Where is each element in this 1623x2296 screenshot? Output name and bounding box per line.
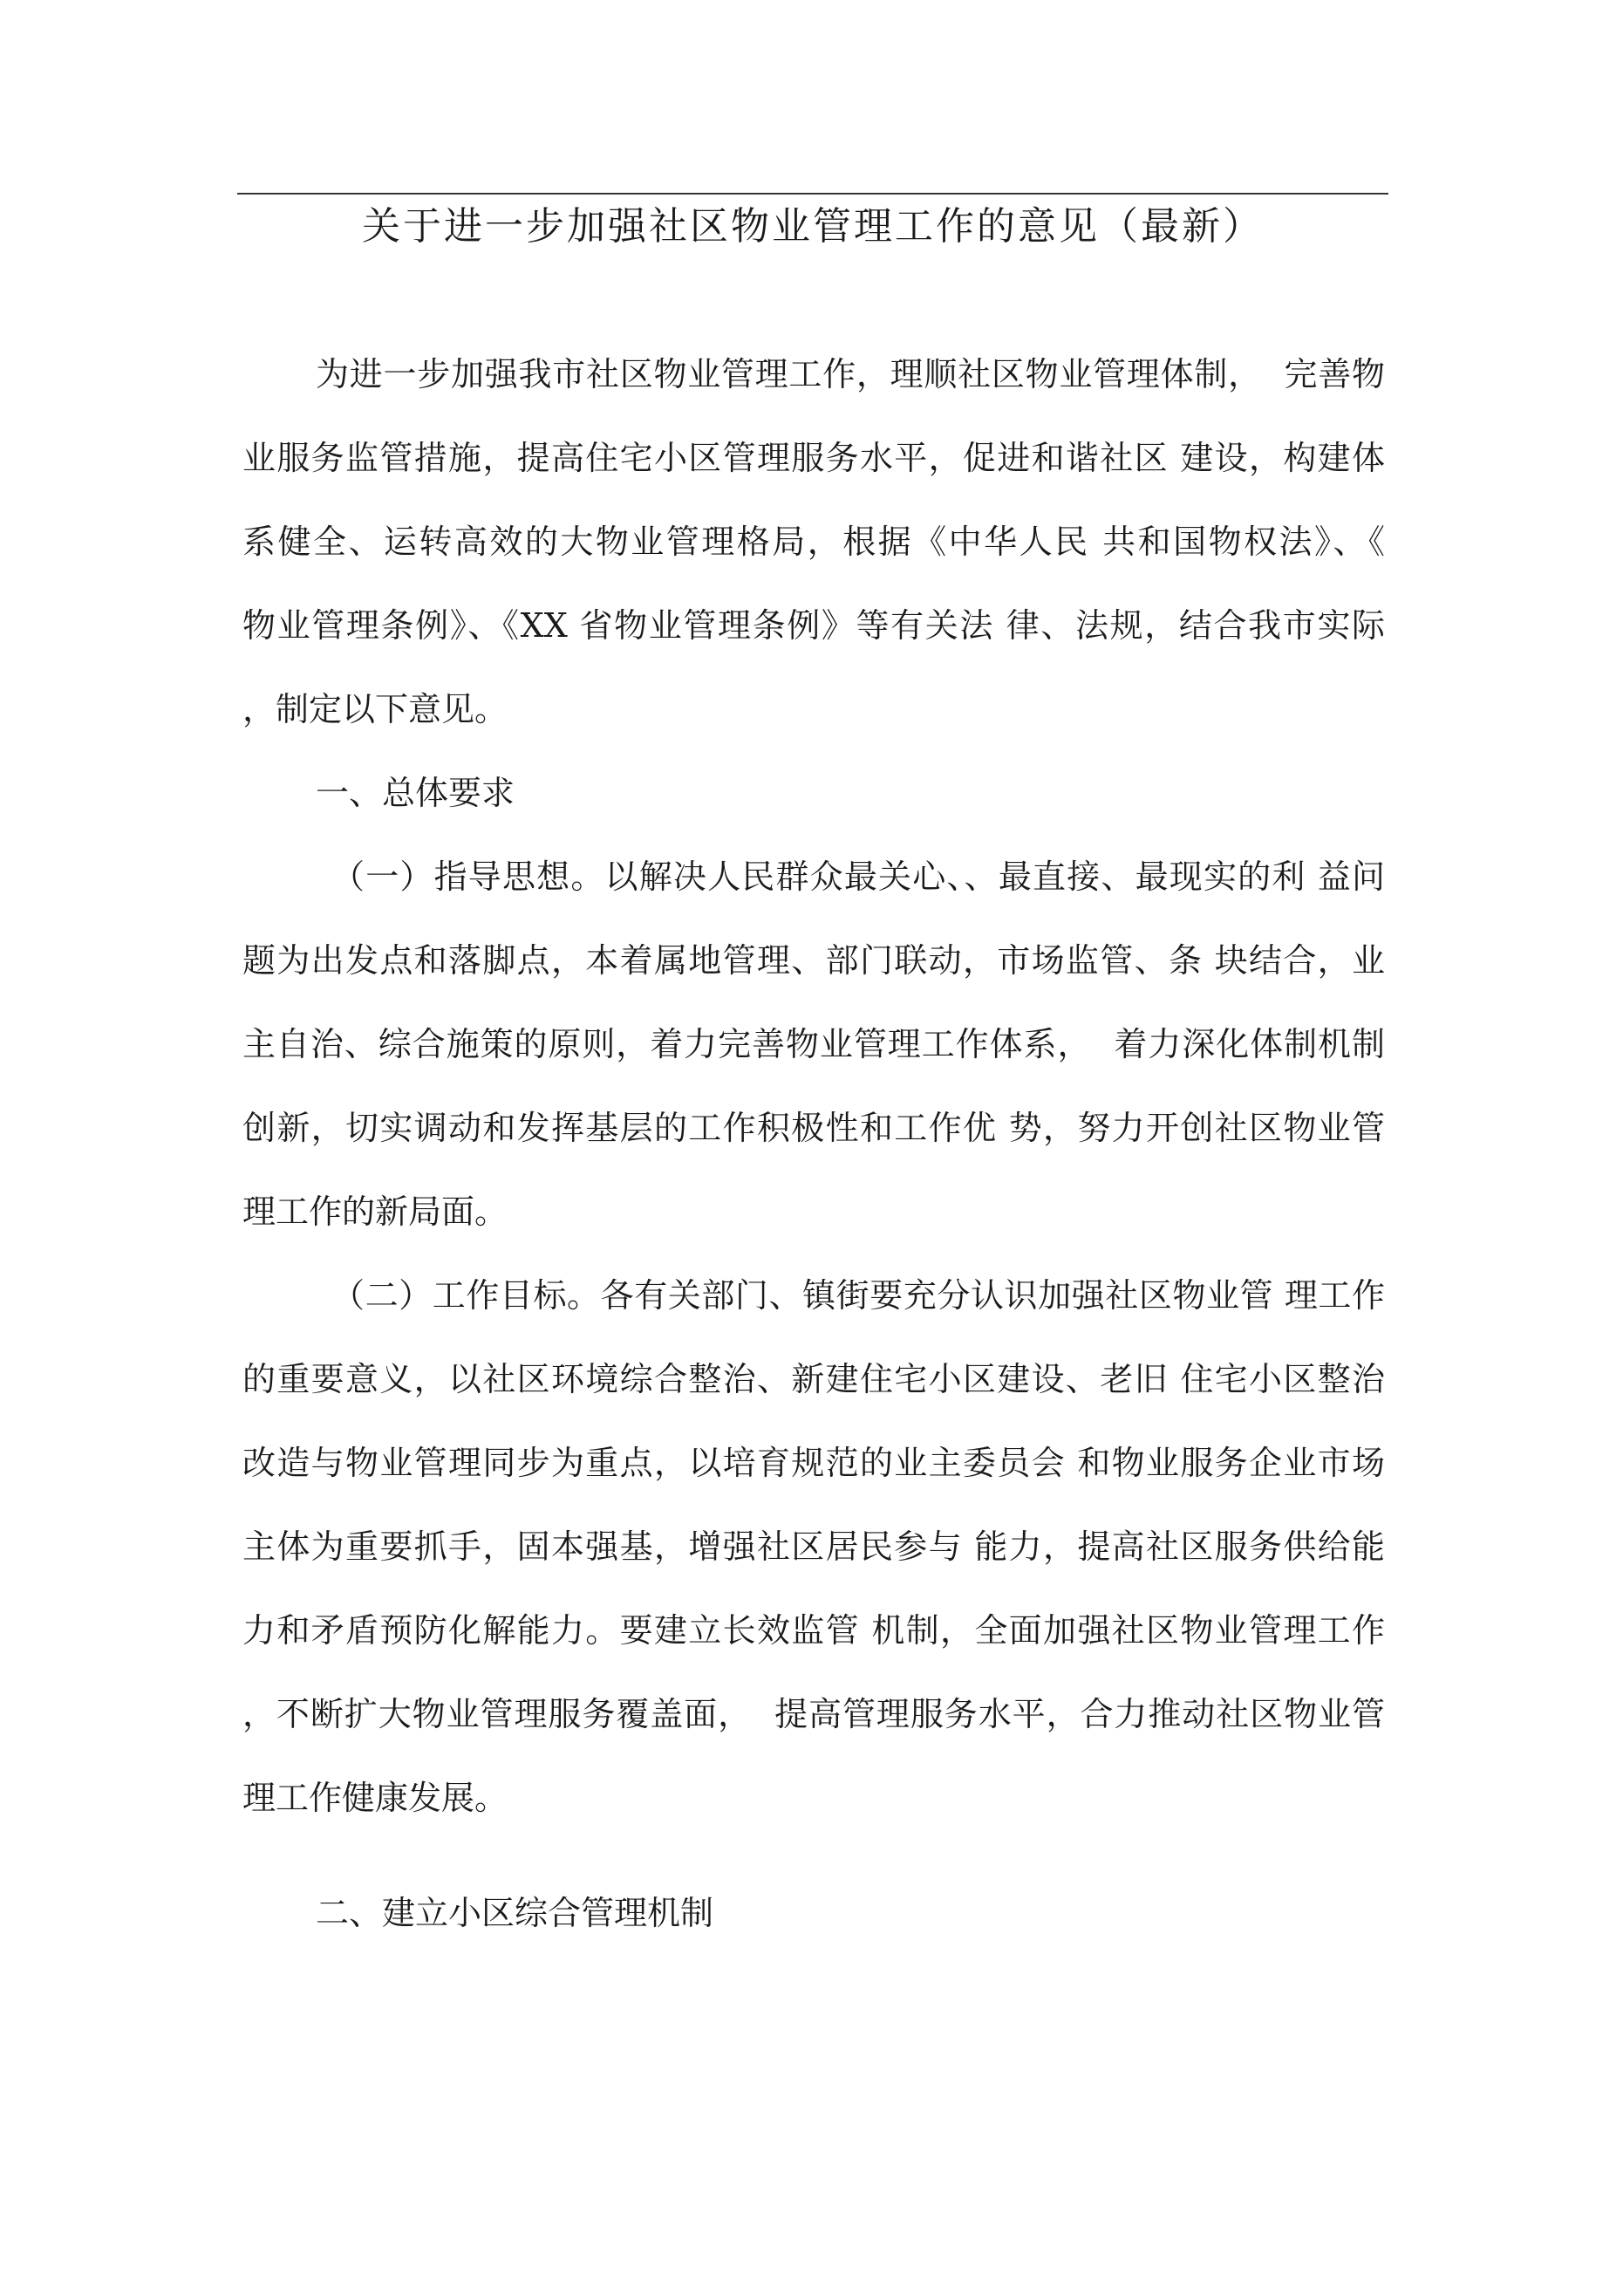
paragraph-line: 主自治、综合施策的原则，着力完善物业管理工作体系， 着力深化体制机制 — [242, 1025, 1385, 1063]
paragraph-line: 力和矛盾预防化解能力。要建立长效监管 机制，全面加强社区物业管理工作 — [242, 1611, 1385, 1650]
paragraph-line: ，不断扩大物业管理服务覆盖面， 提高管理服务水平，合力推动社区物业管 — [242, 1695, 1385, 1733]
paragraph-line: （二）工作目标。各有关部门、镇街要充分认识加强社区物业管 理工作 — [331, 1276, 1385, 1315]
paragraph-line: 业服务监管措施，提高住宅小区管理服务水平，促进和谐社区 建设，构建体 — [242, 439, 1385, 477]
paragraph-line: 物业管理条例》、《XX 省物业管理条例》等有关法 律、法规，结合我市实际 — [242, 606, 1385, 645]
paragraph-line: 理工作的新局面。 — [242, 1192, 508, 1231]
paragraph-line: ，制定以下意见。 — [242, 690, 508, 728]
section-heading: 一、总体要求 — [316, 774, 515, 812]
paragraph-line: 题为出发点和落脚点，本着属地管理、部门联动，市场监管、条 块结合，业 — [242, 941, 1385, 980]
paragraph-line: 的重要意义，以社区环境综合整治、新建住宅小区建设、老旧 住宅小区整治 — [242, 1360, 1385, 1398]
paragraph-line: 改造与物业管理同步为重点，以培育规范的业主委员会 和物业服务企业市场 — [242, 1444, 1385, 1482]
paragraph-line: 为进一步加强我市社区物业管理工作，理顺社区物业管理体制， 完善物 — [316, 355, 1385, 393]
document-title: 关于进一步加强社区物业管理工作的意见（最新） — [362, 204, 1264, 249]
paragraph-line: 理工作健康发展。 — [242, 1779, 508, 1817]
paragraph-line: 主体为重要抓手，固本强基，增强社区居民参与 能力，提高社区服务供给能 — [242, 1527, 1385, 1566]
section-heading: 二、建立小区综合管理机制 — [316, 1894, 714, 1932]
paragraph-line: 创新，切实调动和发挥基层的工作积极性和工作优 势，努力开创社区物业管 — [242, 1109, 1385, 1147]
paragraph-line: 系健全、运转高效的大物业管理格局，根据《中华人民 共和国物权法》、《 — [242, 523, 1385, 561]
paragraph-line: （一）指导思想。以解决人民群众最关心、、最直接、最现实的利 益问 — [331, 858, 1385, 896]
